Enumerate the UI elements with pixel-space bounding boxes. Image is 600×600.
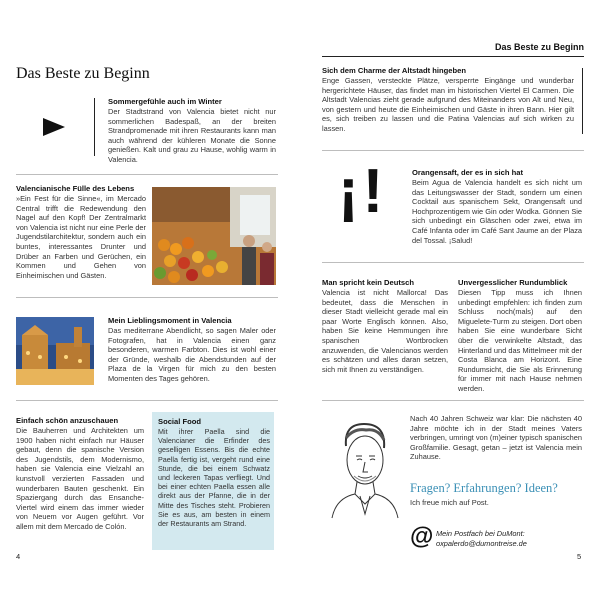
- social-food-box: [152, 412, 274, 550]
- section-text: Enge Gassen, versteckte Plätze, versperrte Eingänge und wunderbar hergerichtete Häuser, das findet man im historischen Viertel El Carmen. Die Altstadt Valencias zieht gerade aufgrund des Miteinanders von Alt und Neu, von gestern und heute die Einheimischen und Gäste in ihren Bann. Hier gilt es, sich treiben zu lassen und die Patina Valencias auf sich wirken zu lassen.: [322, 76, 574, 133]
- page-number-left: 4: [16, 552, 21, 561]
- divider: [16, 174, 278, 175]
- section-heading: Man spricht kein Deutsch: [322, 278, 414, 287]
- section-text: Die Bauherren und Architekten um 1900 haben nicht einfach nur Häuser gebaut, denn die spanische Version des Jugendstils, dem Modernismo, haben sie Valencia eine Vielzahl an kunstvoll verzierten Fassaden und wunderbaren Bauten geschenkt. Ein Spaziergang durch das Ensanche-Viertel wird einem das immer wieder von Neuem vor Augen geführt. Vor allem mit dem Mercado de Colón.: [16, 426, 144, 531]
- mail-label: Mein Postfach bei DuMont:: [436, 529, 525, 538]
- section-heading: Sich dem Charme der Altstadt hingeben: [322, 66, 467, 75]
- mail-address[interactable]: oxpalerdo@dumontreise.de: [436, 538, 527, 548]
- section-text: Das mediterrane Abendlicht, so sagen Maler oder Fotografen, hat in Valencia einen ganz besonderen, warmen Farbton. Dies ist wohl einer der Gründe, weshalb die Abendstunden auf der Plaza de la Virgen für mich zu den besten Momenten des Tages gehören.: [108, 326, 276, 383]
- section-heading: Mein Lieblingsmoment in Valencia: [108, 316, 232, 325]
- section-heading: Unvergesslicher Rundumblick: [458, 278, 568, 287]
- section-heading: Social Food: [158, 417, 202, 426]
- page-number-right: 5: [577, 552, 582, 561]
- running-head-rule: [322, 56, 584, 57]
- exclamation-icon: ¡!: [338, 157, 388, 226]
- section-text: »Ein Fest für die Sinne«, im Mercado Central trifft die Redewendung den Nagel auf den Kopf! Der Zentralmarkt von Valencia ist nicht nur eine Perle der Jugendstilarchitektur, sondern auch ein buntes, interessantes Drunter und Drüber an Farben und Gerüchen, ein Kommen und Gehen von Einheimischen und Gästen.: [16, 194, 146, 280]
- section-heading: Einfach schön anzuschauen: [16, 416, 119, 425]
- section-text: Diesen Tipp muss ich Ihnen unbedingt empfehlen: ich finden zum Schluss noch(mals) auf den Miguelete-Turm zu steigen. Dort oben haben Sie eine wunderbare Sicht über die verwinkelte Altstadt, das Hinterland und das Mittelmeer mit der Costa Blanca am Horizont. Eine Rundumsicht, die Sie als Erinnerung für immer mit nach Hause nehmen werden.: [458, 288, 582, 393]
- section-divider: [94, 98, 95, 156]
- contact-prompt: Fragen? Erfahrungen? Ideen?: [410, 481, 558, 495]
- section-text: Valencia ist nicht Mallorca! Das bedeutet, dass die Menschen in dieser Stadt vielleicht gerade mal ein paar Worte Englisch können. Also, haben Sie keine Hemmungen ihre spanischen Wortbrocken anzuwenden, die Valencianos werden es schätzen und alles daran setzen, sich mit Ihnen zu verständigen.: [322, 288, 448, 374]
- section-divider: [582, 68, 583, 134]
- section-heading: Orangensaft, der es in sich hat: [412, 168, 523, 177]
- divider: [322, 150, 584, 151]
- section-text: Mit ihrer Paella sind die Valencianer die Erfinder des geselligen Essens. Bis die echte Paella fertig ist, vergeht rund eine Stunde, die bei einem Schwatz und leckeren Tapas verfliegt. Und bei einer echten Paella essen alle direkt aus der Pfanne, die in der Mitte des Tisches steht. Probieren Sie es aus, am besten in einem der Restaurants am Strand.: [158, 427, 270, 529]
- arrow-icon: [43, 118, 65, 136]
- section-text: Beim Agua de Valencia handelt es sich nicht um das Leitungswasser der Stadt, sondern um einen Cocktail aus spanischem Sekt, Orangensaft und Hochprozentigem wie Gin oder Wodka. Gönnen Sie sich unbedingt ein Gläschen oder zwei, etwa im Café Infanta oder im Café Sant Jaume an der Plaza del Tossal. ¡Salud!: [412, 178, 582, 245]
- divider: [322, 262, 584, 263]
- market-photo: [152, 187, 276, 285]
- section-text: Der Stadtstrand von Valencia bietet nicht nur sommerlichen Badespaß, an der breiten Strandpromenade mit ihren Restaurants kann man auch während der kühleren Monate die Sonne genießen. Kalt und grau zu Hause, wohlig warm in Valencia.: [108, 107, 276, 164]
- divider: [16, 400, 278, 401]
- author-bio: Nach 40 Jahren Schweiz war klar: Die nächsten 40 Jahre möchte ich in der Stadt meines Vaters verbringen, umringt von (m)einer typisch spanischen Großfamilie. Gesagt, getan – jetzt ist Valencia mein Zuhause.: [410, 414, 582, 462]
- divider: [16, 297, 278, 298]
- plaza-photo: [16, 317, 94, 385]
- contact-prompt-sub: Ich freue mich auf Post.: [410, 498, 489, 507]
- running-head: Das Beste zu Beginn: [494, 42, 584, 52]
- author-portrait: [324, 416, 404, 520]
- at-sign-icon: @: [410, 523, 434, 550]
- page-title: Das Beste zu Beginn: [16, 65, 150, 82]
- section-heading: Sommergefühle auch im Winter: [108, 97, 222, 106]
- divider: [322, 400, 584, 401]
- section-heading: Valencianische Fülle des Lebens: [16, 184, 135, 193]
